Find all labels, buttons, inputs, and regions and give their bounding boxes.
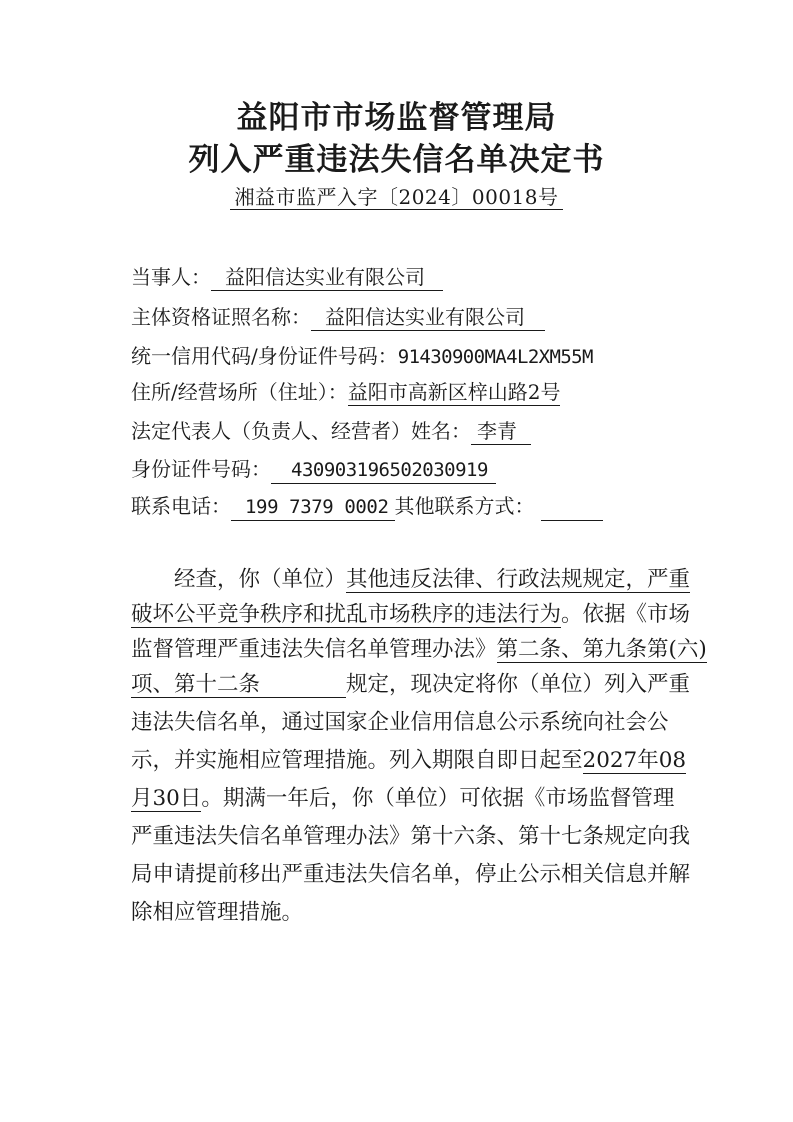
legal-articles: 第二条、第九条第(六): [496, 637, 707, 662]
decision-title: 列入严重违法失信名单决定书: [188, 142, 605, 178]
party-name-field: [131, 262, 443, 292]
license-name-value: 益阳信达实业有限公司: [311, 304, 545, 331]
body-line-2: [131, 598, 690, 632]
document-number-text: 湘益市监严入字〔2024〕00018号: [230, 185, 562, 210]
document-number: [0, 183, 793, 211]
violation-type: 其他违反法律、行政法规规定，严重: [346, 567, 691, 592]
party-name-label: 当事人：: [131, 265, 211, 289]
credit-code-value: 91430900MA4L2XM55M: [397, 346, 593, 368]
body-text: 。依据《市场: [561, 602, 691, 627]
other-contact-blank: [541, 498, 603, 521]
body-line-4: [131, 668, 690, 702]
phone-value: 199 7379 0002: [231, 494, 395, 521]
body-line-10: 除相应管理措施。: [131, 900, 304, 925]
body-text: 规定，现决定将你（单位）列入严重: [346, 672, 691, 697]
legal-rep-value: 李青: [471, 418, 531, 445]
phone-field: [131, 491, 603, 521]
body-line-6: [131, 744, 686, 778]
body-line-8: 严重违法失信名单管理办法》第十六条、第十七条规定向我: [131, 824, 691, 849]
credit-code-label: 统一信用代码/身份证件号码：: [131, 344, 398, 368]
address-field: [131, 377, 560, 407]
phone-label: 联系电话：: [131, 494, 231, 518]
license-name-label: 主体资格证照名称：: [131, 305, 311, 329]
id-number-value: 430903196502030919: [271, 457, 496, 484]
credit-code-field: [131, 341, 593, 372]
violation-detail: 破坏公平竞争秩序和扰乱市场秩序的违法行为: [131, 602, 562, 627]
listing-end-date-cont: 月30日: [131, 786, 202, 811]
body-line-3: [131, 633, 707, 667]
body-text: 示，并实施相应管理措施。列入期限自即日起至: [131, 748, 583, 773]
legal-basis: 监督管理严重违法失信名单管理办法》: [131, 637, 497, 662]
address-value: 益阳市高新区梓山路2号: [347, 380, 561, 404]
id-number-label: 身份证件号码：: [131, 457, 271, 481]
id-number-field: [131, 454, 496, 484]
issuing-authority-title: 益阳市市场监督管理局: [236, 100, 557, 136]
body-line-1: [131, 563, 690, 597]
legal-articles-cont: 项、第十二条: [131, 672, 346, 698]
body-line-7: [131, 782, 674, 816]
body-line-5: 违法失信名单，通过国家企业信用信息公示系统向社会公: [131, 710, 669, 735]
listing-end-date: 2027年08: [582, 748, 687, 773]
body-text: 。期满一年后，你（单位）可依据《市场监督管理: [201, 786, 675, 811]
address-label: 住所/经营场所（住址）：: [131, 380, 348, 404]
party-name-value: 益阳信达实业有限公司: [211, 264, 443, 291]
body-text: 经查，你（单位）: [174, 567, 347, 592]
legal-rep-field: [131, 416, 531, 446]
body-line-9: 局申请提前移出严重违法失信名单，停止公示相关信息并解: [131, 862, 691, 887]
other-contact-label: 其他联系方式：: [394, 494, 535, 518]
license-name-field: [131, 302, 545, 332]
legal-rep-label: 法定代表人（负责人、经营者）姓名：: [131, 419, 471, 443]
